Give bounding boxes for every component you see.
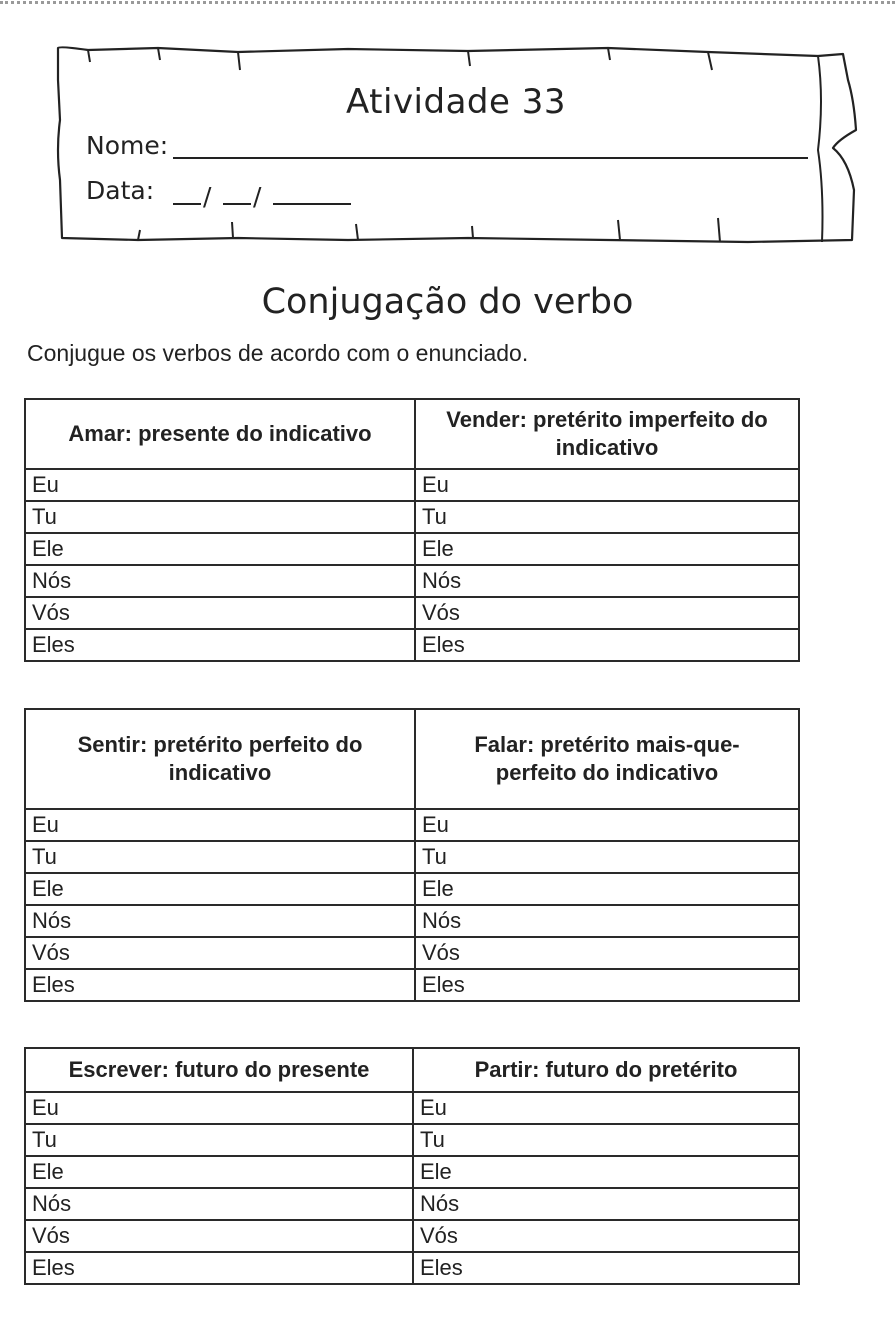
date-label: Data: (86, 176, 155, 205)
pronoun-cell[interactable]: Eles (415, 629, 799, 661)
pronoun-cell[interactable]: Nós (415, 565, 799, 597)
pronoun-cell[interactable]: Ele (413, 1156, 799, 1188)
pronoun-cell[interactable]: Tu (25, 1124, 413, 1156)
conjugation-table (24, 708, 800, 1002)
pronoun-cell[interactable]: Nós (25, 1188, 413, 1220)
pronoun-cell[interactable]: Vós (25, 937, 415, 969)
pronoun-cell[interactable]: Eu (415, 809, 799, 841)
pronoun-cell[interactable]: Eles (25, 969, 415, 1001)
verb-heading-right: Partir: futuro do pretérito (413, 1048, 799, 1092)
table-row (25, 969, 799, 1001)
pronoun-cell[interactable]: Eles (415, 969, 799, 1001)
table-row (25, 533, 799, 565)
table-row (25, 809, 799, 841)
table-row (25, 565, 799, 597)
pronoun-cell[interactable]: Eu (413, 1092, 799, 1124)
verb-heading-left: Escrever: futuro do presente (25, 1048, 413, 1092)
pronoun-cell[interactable]: Ele (415, 533, 799, 565)
table-row (25, 905, 799, 937)
pronoun-cell[interactable]: Eles (413, 1252, 799, 1284)
name-label: Nome: (86, 131, 169, 160)
pronoun-cell[interactable]: Tu (415, 501, 799, 533)
table-row (25, 1220, 799, 1252)
verb-heading-right: Falar: pretérito mais-que-perfeito do indicativo (415, 709, 799, 809)
pronoun-cell[interactable]: Eles (25, 1252, 413, 1284)
top-dotted-border (0, 1, 895, 4)
pronoun-cell[interactable]: Eu (25, 1092, 413, 1124)
pronoun-cell[interactable]: Ele (25, 1156, 413, 1188)
table-header-row (25, 709, 799, 809)
pronoun-cell[interactable]: Vós (413, 1220, 799, 1252)
table-header-row (25, 399, 799, 469)
scroll-frame (48, 40, 858, 250)
pronoun-cell[interactable]: Nós (25, 905, 415, 937)
pronoun-cell[interactable]: Tu (413, 1124, 799, 1156)
day-blank[interactable] (173, 203, 201, 205)
verb-heading-left: Sentir: pretérito perfeito do indicativo (25, 709, 415, 809)
year-blank[interactable] (273, 203, 351, 205)
table-row (25, 1252, 799, 1284)
pronoun-cell[interactable]: Ele (25, 533, 415, 565)
table-row (25, 937, 799, 969)
verb-heading-left: Amar: presente do indicativo (25, 399, 415, 469)
pronoun-cell[interactable]: Ele (25, 873, 415, 905)
pronoun-cell[interactable]: Eu (415, 469, 799, 501)
name-field[interactable] (173, 157, 808, 159)
pronoun-cell[interactable]: Vós (25, 597, 415, 629)
table-row (25, 1092, 799, 1124)
pronoun-cell[interactable]: Vós (415, 597, 799, 629)
table-row (25, 629, 799, 661)
pronoun-cell[interactable]: Nós (415, 905, 799, 937)
pronoun-cell[interactable]: Eles (25, 629, 415, 661)
pronoun-cell[interactable]: Tu (25, 501, 415, 533)
pronoun-cell[interactable]: Ele (415, 873, 799, 905)
date-separator: / (203, 182, 212, 211)
verb-heading-right: Vender: pretérito imperfeito do indicativo (415, 399, 799, 469)
conjugation-table (24, 1047, 800, 1285)
pronoun-cell[interactable]: Vós (25, 1220, 413, 1252)
pronoun-cell[interactable]: Vós (415, 937, 799, 969)
date-separator: / (253, 182, 262, 211)
table-row (25, 1156, 799, 1188)
section-title: Conjugação do verbo (261, 282, 634, 322)
pronoun-cell[interactable]: Nós (413, 1188, 799, 1220)
pronoun-cell[interactable]: Eu (25, 809, 415, 841)
table-row (25, 469, 799, 501)
table-row (25, 501, 799, 533)
pronoun-cell[interactable]: Tu (415, 841, 799, 873)
activity-title: Atividade 33 (346, 82, 566, 122)
pronoun-cell[interactable]: Nós (25, 565, 415, 597)
table-row (25, 597, 799, 629)
pronoun-cell[interactable]: Eu (25, 469, 415, 501)
instructions: Conjugue os verbos de acordo com o enunciado. (27, 340, 529, 366)
month-blank[interactable] (223, 203, 251, 205)
conjugation-table (24, 398, 800, 662)
pronoun-cell[interactable]: Tu (25, 841, 415, 873)
table-row (25, 1124, 799, 1156)
table-row (25, 873, 799, 905)
header-scroll (48, 40, 858, 250)
table-row (25, 1188, 799, 1220)
table-header-row (25, 1048, 799, 1092)
table-row (25, 841, 799, 873)
